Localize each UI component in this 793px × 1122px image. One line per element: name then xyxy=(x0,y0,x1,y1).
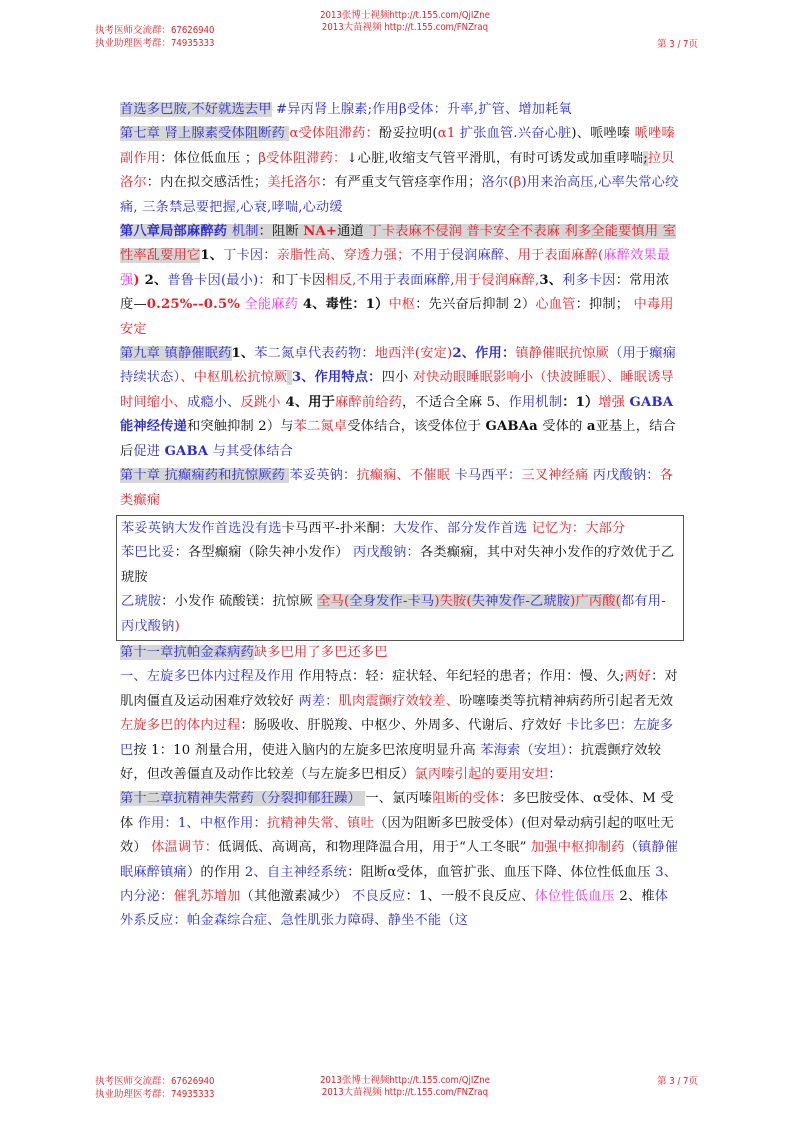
text-run: ：小发作 硫酸镁：抗惊厥 xyxy=(161,594,318,610)
text-run: ：抗震颤疗效较好，但改善僵直及动作比较差（与左旋多巴相反） xyxy=(120,742,662,782)
text-run: （ xyxy=(624,840,639,856)
footer-video-link[interactable]: 2013大苗视频 http://t.155.com/FNZraq xyxy=(321,1087,489,1098)
text-run: ：阻断α受体，血管扩张、血压下降、体位性低血压 xyxy=(347,864,656,880)
text-run: 乙琥胺 xyxy=(121,594,162,610)
text-run: 卡马西平： xyxy=(450,468,522,484)
text-run: 苯妥英钠： xyxy=(289,468,357,484)
header-video-link[interactable]: 2013张博士视频http://t.155.com/QjIZne xyxy=(320,10,490,21)
footer-page-number: 第 3 / 7页 xyxy=(657,1076,698,1087)
text-run: 受体的 xyxy=(537,419,587,435)
text-run: 苯妥英钠大发作首选没有选 xyxy=(121,520,282,536)
text-run: 、用于表面麻醉( xyxy=(504,248,604,264)
text-run: 全马( xyxy=(317,594,350,610)
text-run: 卡马西平-扑米酮： xyxy=(281,520,394,536)
text-run: 利多卡因 xyxy=(562,272,616,288)
text-run: 相反, xyxy=(325,272,357,288)
text-run: GABA 能神经传递 xyxy=(120,394,674,435)
text-run: )广丙酸( xyxy=(570,594,622,610)
text-run: 麻醉效果最强 xyxy=(120,248,671,288)
text-run: （因为阻断多巴胺受体）(但对晕动病引起的呕吐无效） xyxy=(120,815,674,856)
text-run: β xyxy=(513,175,522,191)
footer-video-link[interactable]: 2013张博士视频http://t.155.com/QjIZne xyxy=(320,1075,490,1086)
text-run: 1、 xyxy=(231,346,255,362)
text-run: 都有用-丙戊酸钠 xyxy=(121,594,666,634)
text-run: 受体结合，该受体位于 xyxy=(347,419,486,435)
text-run: 阻断的受体 xyxy=(432,791,500,807)
text-run: 体外系反应：帕金森综合症、急性肌张力障碍、静坐不能（这 xyxy=(120,889,669,929)
text-run: 美托洛尔 xyxy=(267,175,321,191)
text-run: β受体阻滞药： xyxy=(258,150,347,166)
text-run: ：体位低血压 ； xyxy=(160,150,259,166)
paragraph-p4 xyxy=(120,342,680,464)
text-run: ）的作用 xyxy=(186,864,245,880)
text-run: 丙戊酸钠： xyxy=(588,468,660,484)
text-run: 不良反应 xyxy=(352,889,406,904)
text-run: 全能麻药 xyxy=(244,297,299,313)
text-run: 增强 xyxy=(598,394,630,410)
text-run: )、哌唑嗪 xyxy=(571,126,635,142)
text-run: 加强中枢抑制药 xyxy=(530,840,625,856)
text-run: 亚基上，结合后 xyxy=(120,419,676,459)
footer-group-line: 执考医师交流群：67626940 xyxy=(95,1076,215,1087)
header-group-line: 执考医师交流群：67626940 xyxy=(95,25,215,36)
text-run: 用于侵润麻醉, xyxy=(454,272,540,288)
text-run: 0.25%--0.5% xyxy=(146,297,241,313)
text-run: GABA xyxy=(164,443,209,459)
text-run: 与其受体结合 xyxy=(208,443,293,459)
text-run: 体位性低血压 xyxy=(534,889,615,904)
text-run: 中枢 xyxy=(388,297,416,313)
text-run: 抗癫痫、不催眠 xyxy=(356,468,451,484)
text-run: 各类癫痫 xyxy=(120,468,674,508)
text-run: 第十二章抗精神失常药（分裂抑郁狂躁） xyxy=(120,791,366,807)
text-run: ：常用浓度— xyxy=(120,272,670,313)
text-run: 第十一章抗帕金森病药 xyxy=(120,644,254,660)
text-run: 扩张血管.兴奋心脏 xyxy=(459,126,572,142)
text-run: 丙戊酸钠： xyxy=(353,545,420,561)
paragraphs-after-box xyxy=(120,641,680,934)
text-run: 镇静催眠麻醉镇痛 xyxy=(120,840,679,880)
text-run: （用于癫痫持续状态） xyxy=(120,346,677,386)
text-run: 丁卡因： xyxy=(223,248,277,264)
header-page-number: 第 3 / 7页 xyxy=(657,39,698,50)
text-run: ：抑制； xyxy=(575,297,634,313)
paragraph-bx2 xyxy=(121,541,679,590)
paragraph-p5 xyxy=(120,464,680,513)
text-run: 2、自主神经系统 xyxy=(244,864,348,880)
text-run: 苯二氮卓代表药物： xyxy=(254,346,375,362)
text-run: 不用于表面麻醉, xyxy=(356,272,455,288)
text-run: 地西泮(安定) xyxy=(374,346,453,362)
text-run: 通道 xyxy=(337,224,369,240)
text-run: 和丁卡因 xyxy=(271,272,326,288)
text-run: 左旋多巴的体内过程 xyxy=(120,718,241,734)
text-run: 中毒用安定 xyxy=(120,297,674,337)
text-run: 四小 xyxy=(381,370,413,386)
text-run: 苯巴比妥 xyxy=(121,545,175,561)
text-run: 三叉神经痛 xyxy=(521,468,589,484)
document-body xyxy=(120,98,680,934)
text-run: 两好 xyxy=(624,669,652,685)
text-run: 第七章 肾上腺素受体阻断药 xyxy=(120,126,290,142)
text-run: 机制 xyxy=(231,224,259,240)
text-run: 大发作、部分发作首选 xyxy=(393,520,528,536)
text-run: 首选多巴胺,不好就选去甲 xyxy=(120,102,272,117)
text-run: a xyxy=(586,419,596,435)
text-run: 对快动眼睡眠影响小（快波睡眠）、睡眠诱导时间缩小、 xyxy=(120,370,674,410)
text-run: ，不适合全麻 5、 xyxy=(401,394,509,410)
page-footer xyxy=(0,1075,793,1115)
text-run: 3、内分泌： xyxy=(120,864,678,904)
text-run: ：多巴胺受体、α受体、M 受体 xyxy=(120,791,674,831)
text-run: 成瘾小、 xyxy=(186,394,241,410)
text-run: ：内在拟交感活性； xyxy=(146,175,268,191)
text-run: 两差： xyxy=(298,693,339,709)
text-run: ：肠吸收、肝脱羧、中枢少、外周多、代谢后、疗效好 xyxy=(240,718,567,734)
header-group-info xyxy=(95,24,215,50)
text-run: 全身发作-卡马 xyxy=(349,594,435,610)
text-run: NA+ xyxy=(303,224,338,240)
text-run: ：1、一般不良反应、 xyxy=(405,889,535,904)
text-run: 镇静催眠 xyxy=(515,346,569,362)
text-run: 哌唑嗪副作用 xyxy=(120,126,675,166)
text-run: )失胺( xyxy=(434,594,472,610)
footer-video-links xyxy=(290,1075,520,1099)
paragraph-p8 xyxy=(120,787,680,933)
text-run: 普鲁卡因(最小)： xyxy=(167,272,272,288)
text-run: 作用：1、中枢作用： xyxy=(137,815,267,831)
text-run: 丁卡表麻不侵润 普卡安全不表麻 利多全能要慎用 室性率乱要用它 xyxy=(120,224,677,264)
text-run: ) xyxy=(133,272,145,288)
text-run: 促进 xyxy=(133,443,165,459)
text-run: 第九章 镇静催眠药 xyxy=(120,346,232,362)
paragraph-p7 xyxy=(120,665,680,787)
text-run: 1、 xyxy=(200,248,224,264)
text-run: 不用于侵润麻醉 xyxy=(410,248,505,264)
text-run: 缺多巴用了多巴还多巴 xyxy=(253,644,388,660)
text-run: )用来治高压,心率失常心绞痛, 三条禁忌要把握,心衰,哮喘,心动缓 xyxy=(120,175,679,215)
text-run: 、中枢肌松 xyxy=(180,370,248,386)
text-run: ：阻断 xyxy=(258,224,304,240)
text-run: α1 xyxy=(437,126,460,142)
text-run: 作用机制 xyxy=(508,394,563,410)
text-run: 2、 xyxy=(144,272,168,288)
text-run: 氯丙嗪引起的要用安坦 xyxy=(414,766,549,782)
text-run: 一、氯丙嗪 xyxy=(365,791,433,807)
text-run: #异丙肾上腺素;作用β受体：升率,扩管、增加耗氧 xyxy=(271,102,572,117)
text-run: 酚妥拉明( xyxy=(378,126,438,142)
epilepsy-summary-box xyxy=(116,515,684,641)
text-run: ↓心脏,收缩支气管平滑肌，有时可诱发或加重哮喘 xyxy=(346,150,644,166)
text-run: α受体阻滞药： xyxy=(289,126,379,142)
header-video-link[interactable]: 2013大苗视频 http://t.155.com/FNZraq xyxy=(321,22,489,33)
paragraph-bx3 xyxy=(121,590,679,639)
text-run: 肌肉震颤疗效较差、 xyxy=(338,693,460,709)
text-run: ： xyxy=(548,766,562,782)
text-run: 作用特点：轻：症状轻、年纪轻的患者；作用：慢、久; xyxy=(294,669,625,685)
text-run: 按 1：10 剂量合用，使进入脑内的左旋多巴浓度明显升高 xyxy=(133,742,481,758)
text-run: ：对肌肉僵直及运动困难疗效较好 xyxy=(120,669,678,709)
page-header xyxy=(0,10,793,50)
text-run: （其他激素减少） xyxy=(240,889,352,904)
text-run: 卡比多巴：左旋多巴 xyxy=(120,718,674,758)
text-run: 3、作用特点： xyxy=(291,370,382,386)
text-run: 低调低、高调高，和物理降温合用，用于“人工冬眠” xyxy=(218,840,531,856)
text-run: 麻醉前给药 xyxy=(335,394,402,410)
text-run: 拉贝洛尔 xyxy=(120,150,675,191)
text-run: 抗惊厥 xyxy=(568,346,610,362)
text-run: ; xyxy=(643,150,648,166)
text-run: 失神发作-乙琥胺 xyxy=(471,594,571,610)
text-run: ：各型癫痫（除失神小发作） xyxy=(174,545,353,561)
paragraph-p2 xyxy=(120,122,680,220)
text-run: 2、椎 xyxy=(614,889,655,904)
text-run: 各类癫痫，其中对失神小发作的疗效优于乙琥胺 xyxy=(121,545,675,585)
header-group-line: 执业助理医考群：74935333 xyxy=(95,38,215,49)
text-run: GABAa xyxy=(485,419,538,435)
footer-group-line: 执业助理医考群：74935333 xyxy=(95,1089,215,1100)
text-run: ) xyxy=(174,618,180,634)
text-run: 体温调节： xyxy=(151,840,219,856)
text-run: 4、毒性：1） xyxy=(298,297,389,313)
text-run: 吩噻嗪类等抗精神病药所引起者无效 xyxy=(459,693,674,709)
text-run: 记忆为：大部分 xyxy=(527,520,626,536)
text-run: 第八章局部麻醉药 xyxy=(120,224,232,240)
text-run: 抗惊厥 xyxy=(247,370,288,386)
footer-group-info xyxy=(95,1075,215,1101)
paragraph-p3 xyxy=(120,220,680,342)
text-run: 反跳小 xyxy=(240,394,281,410)
text-run: 2、作用： xyxy=(452,346,516,362)
text-run: 洛尔( xyxy=(481,175,514,191)
text-run: 亲脂性高、穿透力强； xyxy=(276,248,411,264)
header-video-links xyxy=(290,10,520,34)
text-run: ：1） xyxy=(562,394,599,410)
text-run: 苯海索（安坦） xyxy=(480,742,568,758)
paragraph-bx1 xyxy=(121,517,679,541)
text-run: 4、用于 xyxy=(280,394,336,410)
text-run: 3、 xyxy=(539,272,563,288)
paragraphs-before-box xyxy=(120,98,680,513)
paragraph-p6 xyxy=(120,641,680,665)
text-run: 和突触抑制 2）与 xyxy=(186,419,294,435)
text-run: 一、左旋多巴体内过程及作用 xyxy=(120,669,295,685)
text-run: ：有严重支气管痉挛作用； xyxy=(320,175,482,191)
text-run: 苯二氮卓 xyxy=(293,419,348,435)
paragraph-p1 xyxy=(120,98,680,122)
text-run: 抗精神失常、镇吐 xyxy=(266,815,374,831)
text-run: ：先兴奋后抑制 2） xyxy=(415,297,536,313)
text-run: 第十章 抗癫痫药和抗惊厥药 xyxy=(120,468,290,484)
text-run: 催乳苏增加 xyxy=(173,889,241,904)
text-run: 心血管 xyxy=(535,297,576,313)
